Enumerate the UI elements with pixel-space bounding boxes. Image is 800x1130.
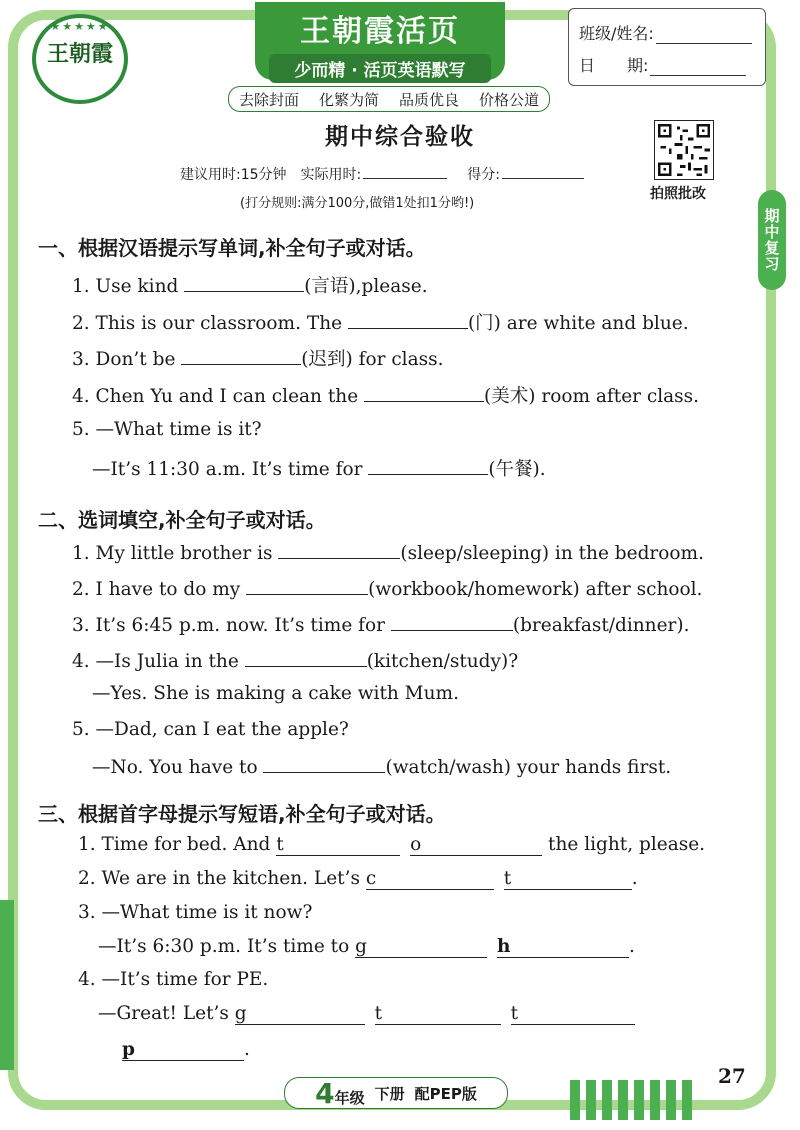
answer-blank[interactable]: [410, 834, 542, 856]
question-2-2: [72, 576, 702, 600]
bottom-decoration-bars: [570, 1080, 710, 1120]
question-text: .: [244, 1039, 250, 1060]
answer-blank[interactable]: [391, 612, 513, 631]
question-text: 4. Chen Yu and I can clean the: [72, 386, 365, 407]
question-3-2: [78, 868, 638, 890]
question-text: 1. Use kind: [72, 276, 185, 297]
question-3-3: [78, 902, 312, 923]
question-2-5: [72, 719, 349, 740]
question-3-4: [78, 969, 268, 990]
question-text: 4. —Is Julia in the: [72, 651, 245, 672]
brand-subtitle: 少而精 · 活页英语默写: [269, 54, 491, 83]
question-text: —Great! Let’s: [98, 1003, 235, 1024]
slogan-item: 去除封面: [238, 90, 299, 109]
initial-letter: h: [497, 936, 511, 957]
question-2-4: [72, 648, 518, 672]
question-text: the light, please.: [542, 834, 706, 855]
answer-blank[interactable]: [368, 456, 488, 475]
initial-letter: t: [503, 868, 512, 889]
question-1-3: [72, 345, 444, 371]
page-title: 期中综合验收: [325, 124, 475, 150]
answer-blank[interactable]: [235, 1003, 365, 1025]
question-2-1: [72, 540, 704, 564]
initial-letter: g: [234, 1003, 247, 1024]
question-text: —Yes. She is making a cake with Mum.: [92, 683, 459, 704]
question-text: 5. —What time is it?: [72, 419, 262, 440]
answer-blank[interactable]: [246, 576, 368, 595]
question-text: 1. My little brother is: [72, 543, 279, 564]
question-hint: (workbook/homework) after school.: [368, 579, 703, 600]
score-label: 得分:: [467, 167, 500, 183]
question-2-3: [72, 612, 689, 636]
class-name-label: 班级/姓名:: [579, 24, 654, 43]
initial-letter: c: [365, 868, 377, 889]
question-1-4: [72, 382, 699, 408]
answer-blank[interactable]: [348, 310, 468, 329]
question-hint: (言语),please.: [304, 276, 428, 297]
section-2-title: 二、选词填空,补全句子或对话。: [38, 508, 326, 532]
answer-blank[interactable]: [366, 868, 494, 890]
volume-label: 下册: [374, 1084, 405, 1103]
qr-caption: 拍照批改: [650, 186, 706, 202]
question-text: .: [629, 936, 635, 957]
answer-blank[interactable]: [122, 1039, 244, 1061]
answer-blank[interactable]: [276, 834, 400, 856]
initial-letter: g: [355, 936, 367, 957]
question-hint: (sleep/sleeping) in the bedroom.: [400, 543, 704, 564]
question-hint: (美术) room after class.: [484, 386, 700, 407]
initial-letter: t: [374, 1003, 383, 1024]
initial-letter: t: [510, 1003, 518, 1024]
question-text: 2. We are in the kitchen. Let’s: [78, 868, 366, 889]
question-3-1: [78, 834, 705, 856]
question-hint: (kitchen/study)?: [366, 651, 519, 672]
question-3-4-answer: [98, 1003, 635, 1025]
initial-letter: o: [410, 834, 422, 855]
question-text: 4. —It’s time for PE.: [78, 969, 269, 990]
answer-blank[interactable]: [504, 868, 632, 890]
brand-name: 王朝霞活页: [300, 14, 460, 49]
question-text: 3. Don’t be: [72, 349, 182, 370]
question-3-4-answer-cont: [122, 1039, 250, 1061]
page-number: 27: [718, 1064, 746, 1088]
question-1-5-answer: [92, 455, 546, 481]
edition-label: 配PEP版: [414, 1084, 477, 1103]
question-2-4-answer: [92, 683, 459, 704]
qr-code-icon[interactable]: [654, 120, 714, 180]
question-1-2: [72, 309, 689, 335]
time-score-meta: [180, 164, 590, 184]
question-text: —It’s 6:30 p.m. It’s time to: [98, 936, 356, 957]
grade-label: 年级: [334, 1088, 365, 1107]
question-text: 3. It’s 6:45 p.m. now. It’s time for: [72, 615, 391, 636]
answer-blank[interactable]: [278, 540, 400, 559]
actual-time-label: 实际用时:: [300, 167, 362, 183]
initial-letter: p: [122, 1039, 135, 1060]
question-hint: (午餐).: [488, 459, 546, 480]
question-text: 1. Time for bed. And: [78, 834, 277, 855]
slogan-item: 价格公道: [478, 90, 539, 109]
question-text: 5. —Dad, can I eat the apple?: [72, 719, 349, 740]
scoring-rule: (打分规则:满分100分,做错1处扣1分哟!): [240, 196, 475, 211]
answer-blank[interactable]: [184, 273, 304, 292]
question-text: 2. I have to do my: [72, 579, 247, 600]
question-1-5: [72, 419, 262, 440]
answer-blank[interactable]: [263, 754, 385, 773]
question-hint: (迟到) for class.: [301, 349, 444, 370]
class-name-field[interactable]: [656, 25, 752, 44]
footer-edition-pill: [284, 1077, 508, 1109]
question-hint: (门) are white and blue.: [467, 313, 689, 334]
logo-text: 王朝霞: [46, 42, 113, 67]
side-tab-midterm-review: 期中复习: [758, 190, 786, 290]
question-text: 2. This is our classroom. The: [72, 313, 348, 334]
answer-blank[interactable]: [364, 383, 484, 402]
score-field[interactable]: [502, 164, 584, 179]
actual-time-field[interactable]: [363, 164, 447, 179]
initial-letter: t: [276, 834, 284, 855]
suggested-time: 建议用时:15分钟: [180, 167, 287, 183]
answer-blank[interactable]: [181, 346, 301, 365]
date-field[interactable]: [650, 57, 746, 76]
question-text: .: [631, 868, 638, 889]
header-banner: [255, 2, 505, 80]
date-label: 日 期:: [579, 56, 649, 75]
brand-logo: [32, 14, 128, 104]
grade-number: 4: [315, 1076, 335, 1110]
slogan-bar: [228, 86, 550, 112]
answer-blank[interactable]: [375, 1003, 501, 1025]
answer-blank[interactable]: [497, 936, 629, 958]
question-1-1: [72, 272, 428, 298]
question-2-5-answer: [92, 754, 671, 778]
question-3-3-answer: [98, 936, 635, 958]
slogan-item: 品质优良: [398, 90, 459, 109]
question-text: 3. —What time is it now?: [78, 902, 313, 923]
left-decoration-bar: [0, 900, 14, 1070]
question-text: —It’s 11:30 a.m. It’s time for: [92, 459, 369, 480]
section-1-title: 一、根据汉语提示写单词,补全句子或对话。: [38, 236, 426, 260]
logo-stars-icon: ★★★★★: [50, 20, 110, 33]
slogan-item: 化繁为简: [318, 90, 379, 109]
student-info-box: [568, 8, 766, 86]
section-3-title: 三、根据首字母提示写短语,补全句子或对话。: [38, 802, 446, 826]
question-hint: (breakfast/dinner).: [512, 615, 690, 636]
question-text: —No. You have to: [92, 757, 264, 778]
answer-blank[interactable]: [245, 648, 367, 667]
answer-blank[interactable]: [355, 936, 487, 958]
answer-blank[interactable]: [511, 1003, 635, 1025]
question-hint: (watch/wash) your hands first.: [385, 757, 672, 778]
